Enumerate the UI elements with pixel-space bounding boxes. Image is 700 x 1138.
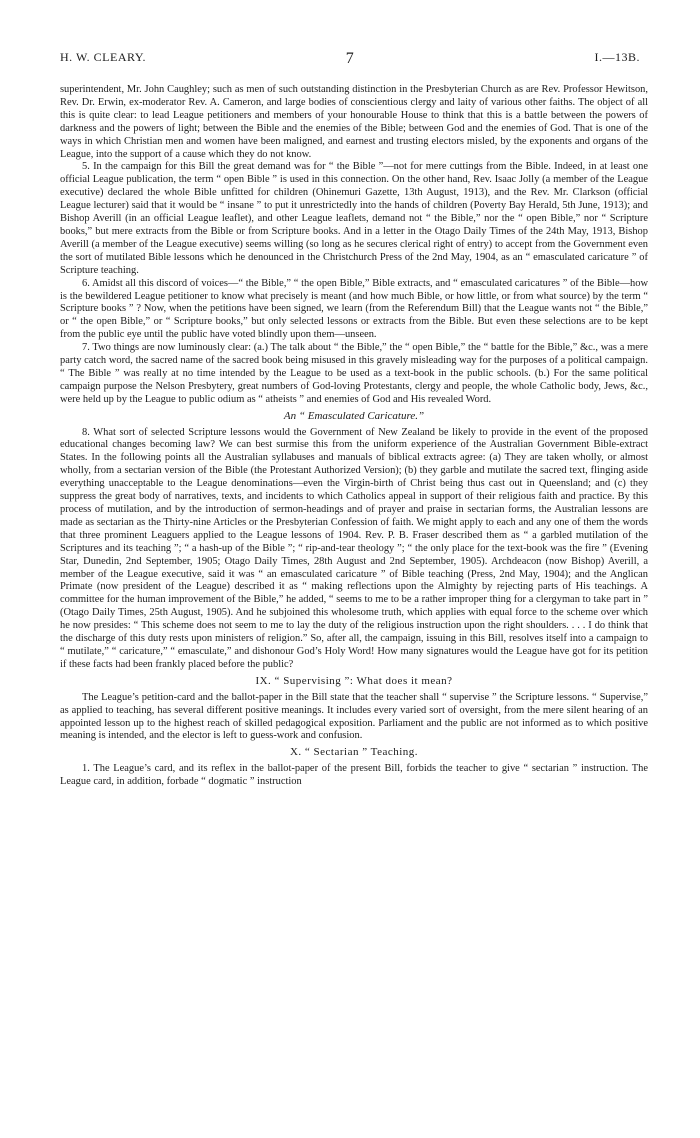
page-header — [60, 50, 640, 70]
paragraph-intro: superintendent, Mr. John Caughley; such as men of such outstanding distinction in the Presbyterian Church as are Rev. Professor Hewitson, Rev. Dr. Erwin, ex-moderator Rev. A. Cameron, and large bodies of conscientious clergy and laity of various other faiths. The object of all this is quite clear: to lead League petitioners and members of your honourable House to think that this is a battle between the powers of darkness and the powers of light; between the Bible and the enemies of the Bible; between God and the enemies of God. That is one of the ways in which Christian men and women have been maligned, and earnest and trusting electors misled, by the exponents and organs of the League, into the support of a cause which they do not know. — [60, 84, 648, 160]
paragraph-7: 7. Two things are now luminously clear: (a.) The talk about “ the Bible,” the “ open Bible,” the “ battle for the Bible,” &c., was a mere party catch word, the sacred name of the sacred book being misused in this gravely misleading way for the purposes of a political campaign. “ The Bible ” was really at no time intended by the League to be used as a text-book in the public schools. (b.) For the same political campaign purpose the Nelson Presbytery, great numbers of God-loving Protestants, clergy and people, the whole Catholic body, Jews, &c., were held up by the League to public odium as “ atheists ” and enemies of God and His revealed Word. — [60, 342, 648, 405]
paragraph-ix: The League’s petition-card and the ballot-paper in the Bill state that the teacher shall “ supervise ” the Scripture lessons. “ Supervise,” as applied to teaching, has several different positive meanings. It includes every varied sort of oversight, from the mere silent hearing of an appointed lesson up to the highest reach of skilled pedagogical exposition. Parliament and the public are not informed as to which positive meaning is intended, and the elector is left to guess-work and confusion. — [60, 691, 648, 742]
paragraph-x-1: 1. The League’s card, and its reflex in the ballot-paper of the present Bill, forbids the teacher to give “ sectarian ” instruction. The League card, in addition, forbade “ dogmatic ” instruction — [60, 763, 648, 788]
paragraph-8: 8. What sort of selected Scripture lessons would the Government of New Zealand be likely to provide in the event of the proposed educational changes becoming law? We can best surmise this from the uniform experience of the Australian Government Bible-extract States. In the following points all the Australian syllabuses and manuals of biblical extracts agree: (a) They are taken wholly, or almost wholly, from a sectarian version of the Bible (the Protestant Authorized Version); (b) they garble and mutilate the sacred text, flinging aside everything unacceptable to the League denominations—even the Virgin-birth of Christ being thus cast out in Queensland; and (c) they suppress the great body of narratives, texts, and incidents to which Catholics appeal in support of their religious faith and practice. By this process of mutilation, and by the introduction of sermon-headings and of prayer and praise in sectarian forms, the Australian lessons are made as sectarian as the Thirty-nine Articles or the Presbyterian Confession of faith. We might apply to each and any one of them the words that three prominent Leaguers applied to the League lessons of 1904. Rev. P. B. Fraser described them as “ a garbled mutilation of the Scriptures and its teaching ”; “ a hash-up of the Bible ”; “ rip-and-tear theology ”; “ the only place for the text-book was the fire ” (Evening Star, Dunedin, 2nd September, 1905; Otago Daily Times, 28th August and 2nd September, 1905). Archdeacon (now Bishop) Averill, a member of the League executive, said it was “ an emasculated caricature ” of Bible teaching (Press, 2nd May, 1904); and the Anglican Primate (now president of the League) described it as “ making reflections upon the Almighty by rejecting parts of His teachings. A committee for the human improvement of the Bible,” he added, “ seems to me to be a rather improper thing for a clergyman to take part in ” (Otago Daily Times, 25th August, 1905). And he subjoined this wholesome truth, which applies with equal force to the scheme over which he now presides: “ This scheme does not seem to me to lay the duty of the religious instruction upon the right shoulders. . . . I do think that the discharge of this duty rests upon ministers of religion.” So, after all, the campaign, issuing in this Bill, resolves itself into a campaign to “ mutilate,” “ caricature,” “ emasculate,” and dishonour God’s Holy Word! How many signatures would the League have got for its petition if these facts had been frankly placed before the public? — [60, 426, 648, 670]
running-head-author: H. W. CLEARY. — [60, 50, 146, 64]
document-reference: I.—13B. — [594, 50, 640, 64]
page-body — [60, 84, 648, 789]
section-heading-caricature: An “ Emasculated Caricature.” — [283, 409, 425, 422]
page-number: 7 — [345, 50, 355, 67]
paragraph-6: 6. Amidst all this discord of voices—“ the Bible,” “ the open Bible,” Bible extracts, and “ emasculated caricatures ” of the Bible—how is the bewildered League petitioner to know what precisely is meant (and how much Bible, or how little, or from what source) by the term “ Scripture books ” ? Now, when the petitions have been signed, we learn (from the Referendum Bill) that the League wants not “ the Bible,” or “ the open Bible,” or “ Scripture books,” but only selected lessons or extracts from the Bible. But even these selections are to be kept from the public eye until the public have voted blindly upon them—unseen. — [60, 277, 648, 341]
section-heading-ix: IX. “ Supervising ”: What does it mean? — [255, 674, 453, 687]
section-heading-x: X. “ Sectarian ” Teaching. — [289, 746, 419, 759]
paragraph-5: 5. In the campaign for this Bill the great demand was for “ the Bible ”—not for mere cuttings from the Bible. Indeed, in at least one official League publication, the term “ open Bible ” is used in this connection. On the other hand, Rev. Isaac Jolly (a member of the League executive) declared the whole Bible unfitted for children (Ohinemuri Gazette, 13th August, 1913), and the Rev. Mr. Clarkson (official League lecturer) said that it would be “ insane ” to put it unrestrictedly into the hands of children (Poverty Bay Herald, 5th June, 1913); and Bishop Averill (in an official League leaflet), and other League leaflets, demand not “ the Bible,” nor the “ open Bible,” nor “ Scripture books,” but mere extracts from the Bible or from Scripture books. And in a letter in the Otago Daily Times of the 24th May, 1913, Bishop Averill (a member of the League executive) seems willing (so long as he secures clerical right of entry) to accept from the Government even the sort of mutilated Bible lessons which he denounced in the Christchurch Press of the 2nd May, 1904, as an “ emasculated caricature ” of Scripture teaching. — [60, 161, 648, 276]
